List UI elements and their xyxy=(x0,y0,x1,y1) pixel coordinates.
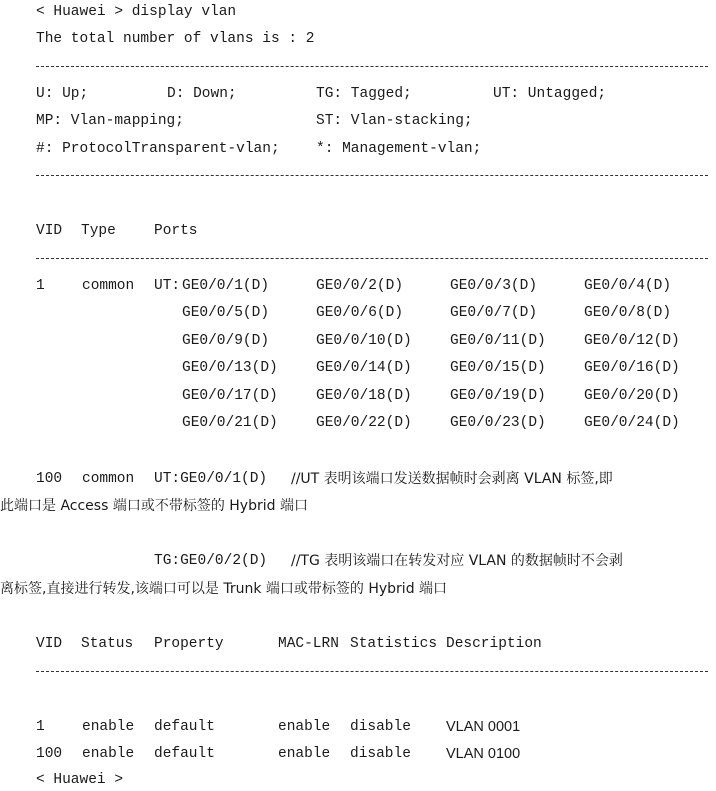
status-row-mac-lrn: enable xyxy=(278,746,331,762)
legend-stacking: ST: Vlan-stacking; xyxy=(316,113,473,129)
port-entry: GE0/0/18(D) xyxy=(316,388,412,404)
port-entry: GE0/0/13(D) xyxy=(182,360,278,376)
vlan100-tg-comment-cont: 离标签,直接进行转发,该端口可以是 Trunk 端口或带标签的 Hybrid 端口 xyxy=(0,581,448,597)
port-entry: GE0/0/15(D) xyxy=(450,360,546,376)
legend-mapping: MP: Vlan-mapping; xyxy=(36,113,184,129)
port-entry: GE0/0/6(D) xyxy=(316,305,404,321)
legend-protocol: #: ProtocolTransparent-vlan; xyxy=(36,141,280,157)
vlan100-tg-comment: //TG 表明该端口在转发对应 VLAN 的数据帧时不会剥 xyxy=(291,553,623,569)
status-row-description: VLAN 0001 xyxy=(446,719,521,735)
vlan1-type: common xyxy=(82,278,135,294)
status-col-statistics: Statistics xyxy=(350,636,438,652)
status-row-description: VLAN 0100 xyxy=(446,746,521,762)
status-col-status: Status xyxy=(81,636,134,652)
port-entry: GE0/0/2(D) xyxy=(316,278,404,294)
port-entry: GE0/0/22(D) xyxy=(316,415,412,431)
port-entry: GE0/0/4(D) xyxy=(584,278,672,294)
status-col-mac-lrn: MAC-LRN xyxy=(278,636,339,652)
port-entry: GE0/0/10(D) xyxy=(316,333,412,349)
status-row-property: default xyxy=(154,746,215,762)
vlan100-ut-comment-cont: 此端口是 Access 端口或不带标签的 Hybrid 端口 xyxy=(0,498,308,514)
legend-tagged: TG: Tagged; xyxy=(316,86,412,102)
separator-3 xyxy=(36,258,708,259)
port-entry: GE0/0/8(D) xyxy=(584,305,672,321)
port-entry: GE0/0/11(D) xyxy=(450,333,546,349)
vlan100-vid: 100 xyxy=(36,471,63,487)
vlan1-vid: 1 xyxy=(36,278,45,294)
total-vlans-line: The total number of vlans is : 2 xyxy=(36,31,315,47)
port-entry: GE0/0/23(D) xyxy=(450,415,546,431)
status-row-statistics: disable xyxy=(350,746,411,762)
port-entry: GE0/0/24(D) xyxy=(584,415,680,431)
status-col-description: Description xyxy=(446,636,542,652)
col-ports: Ports xyxy=(154,223,198,239)
legend-untagged: UT: Untagged; xyxy=(493,86,607,102)
port-entry: GE0/0/17(D) xyxy=(182,388,278,404)
port-entry: GE0/0/20(D) xyxy=(584,388,680,404)
status-col-property: Property xyxy=(154,636,224,652)
legend-up: U: Up; xyxy=(36,86,89,102)
command-prompt-end: < Huawei > xyxy=(36,772,124,788)
port-entry: GE0/0/5(D) xyxy=(182,305,270,321)
legend-management: *: Management-vlan; xyxy=(316,141,482,157)
separator-2 xyxy=(36,175,708,176)
vlan100-ut-comment: //UT 表明该端口发送数据帧时会剥离 VLAN 标签,即 xyxy=(291,471,613,487)
separator-4 xyxy=(36,671,708,672)
status-row-mac-lrn: enable xyxy=(278,719,331,735)
status-row-vid: 100 xyxy=(36,746,63,762)
vlan100-tg-port: TG:GE0/0/2(D) xyxy=(154,553,268,569)
vlan100-type: common xyxy=(82,471,135,487)
port-entry: GE0/0/12(D) xyxy=(584,333,680,349)
port-entry: GE0/0/1(D) xyxy=(182,278,270,294)
port-entry: GE0/0/7(D) xyxy=(450,305,538,321)
command-line: < Huawei > display vlan xyxy=(36,4,237,20)
port-entry: GE0/0/21(D) xyxy=(182,415,278,431)
port-entry: GE0/0/9(D) xyxy=(182,333,270,349)
separator-1 xyxy=(36,66,708,67)
port-entry: GE0/0/14(D) xyxy=(316,360,412,376)
status-row-property: default xyxy=(154,719,215,735)
status-row-status: enable xyxy=(82,746,135,762)
port-entry: GE0/0/19(D) xyxy=(450,388,546,404)
vlan1-ut-prefix: UT: xyxy=(154,278,181,294)
status-col-vid: VID xyxy=(36,636,63,652)
col-type: Type xyxy=(81,223,116,239)
port-entry: GE0/0/3(D) xyxy=(450,278,538,294)
status-row-statistics: disable xyxy=(350,719,411,735)
vlan100-ut-port: UT:GE0/0/1(D) xyxy=(154,471,268,487)
port-entry: GE0/0/16(D) xyxy=(584,360,680,376)
legend-down: D: Down; xyxy=(167,86,237,102)
status-row-vid: 1 xyxy=(36,719,45,735)
col-vid: VID xyxy=(36,223,63,239)
status-row-status: enable xyxy=(82,719,135,735)
